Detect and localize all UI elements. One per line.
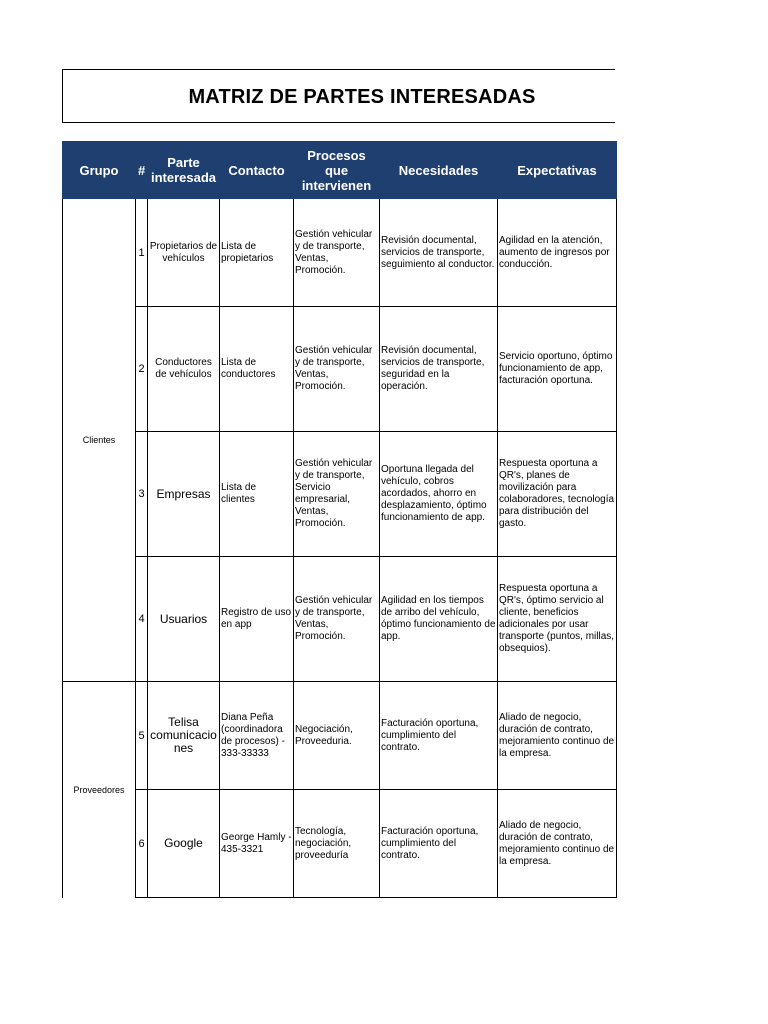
row-number: 3 bbox=[136, 432, 148, 557]
parte-interesada-cell: Usuarios bbox=[148, 557, 220, 682]
procesos-cell: Negociación, Proveeduria. bbox=[294, 682, 380, 790]
header-procesos: Procesos que intervienen bbox=[294, 142, 380, 199]
header-parte-interesada: Parte interesada bbox=[148, 142, 220, 199]
contacto-cell: Registro de uso en app bbox=[220, 557, 294, 682]
table-row bbox=[63, 432, 617, 557]
group-proveedores: Proveedores bbox=[63, 682, 136, 898]
table-row bbox=[63, 199, 617, 307]
row-number: 1 bbox=[136, 199, 148, 307]
row-number: 5 bbox=[136, 682, 148, 790]
title-box bbox=[62, 69, 615, 123]
parte-interesada-cell: Telisa comunicaciones bbox=[148, 682, 220, 790]
necesidades-cell: Agilidad en los tiempos de arribo del vehículo, óptimo funcionamiento de app. bbox=[380, 557, 498, 682]
necesidades-cell: Revisión documental, servicios de transporte, seguimiento al conductor. bbox=[380, 199, 498, 307]
expectativas-cell: Respuesta oportuna a QR's, óptimo servicio al cliente, beneficios adicionales por usar transporte (puntos, millas, obsequios). bbox=[498, 557, 617, 682]
procesos-cell: Gestión vehicular y de transporte, Ventas, Promoción. bbox=[294, 307, 380, 432]
table-row bbox=[63, 307, 617, 432]
document-title: MATRIZ DE PARTES INTERESADAS bbox=[188, 86, 536, 108]
expectativas-cell: Aliado de negocio, duración de contrato, mejoramiento continuo de la empresa. bbox=[498, 682, 617, 790]
expectativas-cell: Agilidad en la atención, aumento de ingresos por conducción. bbox=[498, 199, 617, 307]
contacto-cell: Lista de conductores bbox=[220, 307, 294, 432]
necesidades-cell: Oportuna llegada del vehículo, cobros acordados, ahorro en desplazamiento, óptimo funcionamiento de app. bbox=[380, 432, 498, 557]
header-expectativas: Expectativas bbox=[498, 142, 617, 199]
procesos-cell: Gestión vehicular y de transporte, Ventas, Promoción. bbox=[294, 199, 380, 307]
table-row bbox=[63, 682, 617, 790]
group-clientes: Clientes bbox=[63, 199, 136, 682]
row-number: 2 bbox=[136, 307, 148, 432]
table-row bbox=[63, 790, 617, 898]
table-row bbox=[63, 557, 617, 682]
header-necesidades: Necesidades bbox=[380, 142, 498, 199]
parte-interesada-cell: Propietarios de vehículos bbox=[148, 199, 220, 307]
contacto-cell: Diana Peña (coordinadora de procesos) - 333-33333 bbox=[220, 682, 294, 790]
procesos-cell: Gestión vehicular y de transporte, Ventas, Promoción. bbox=[294, 557, 380, 682]
necesidades-cell: Facturación oportuna, cumplimiento del contrato. bbox=[380, 682, 498, 790]
expectativas-cell: Aliado de negocio, duración de contrato, mejoramiento continuo de la empresa. bbox=[498, 790, 617, 898]
necesidades-cell: Facturación oportuna, cumplimiento del contrato. bbox=[380, 790, 498, 898]
parte-interesada-cell: Conductores de vehículos bbox=[148, 307, 220, 432]
header-row bbox=[63, 142, 617, 199]
row-number: 4 bbox=[136, 557, 148, 682]
expectativas-cell: Respuesta oportuna a QR's, planes de movilización para colaboradores, tecnología para distribución del gasto. bbox=[498, 432, 617, 557]
parte-interesada-cell: Google bbox=[148, 790, 220, 898]
procesos-cell: Gestión vehicular y de transporte, Servicio empresarial, Ventas, Promoción. bbox=[294, 432, 380, 557]
row-number: 6 bbox=[136, 790, 148, 898]
parte-interesada-cell: Empresas bbox=[148, 432, 220, 557]
necesidades-cell: Revisión documental, servicios de transporte, seguridad en la operación. bbox=[380, 307, 498, 432]
expectativas-cell: Servicio oportuno, óptimo funcionamiento de app, facturación oportuna. bbox=[498, 307, 617, 432]
contacto-cell: George Hamly - 435-3321 bbox=[220, 790, 294, 898]
stakeholder-matrix-table bbox=[62, 141, 617, 898]
header-contacto: Contacto bbox=[220, 142, 294, 199]
header-num: # bbox=[136, 142, 148, 199]
contacto-cell: Lista de clientes bbox=[220, 432, 294, 557]
header-grupo: Grupo bbox=[63, 142, 136, 199]
contacto-cell: Lista de propietarios bbox=[220, 199, 294, 307]
procesos-cell: Tecnología, negociación, proveeduría bbox=[294, 790, 380, 898]
